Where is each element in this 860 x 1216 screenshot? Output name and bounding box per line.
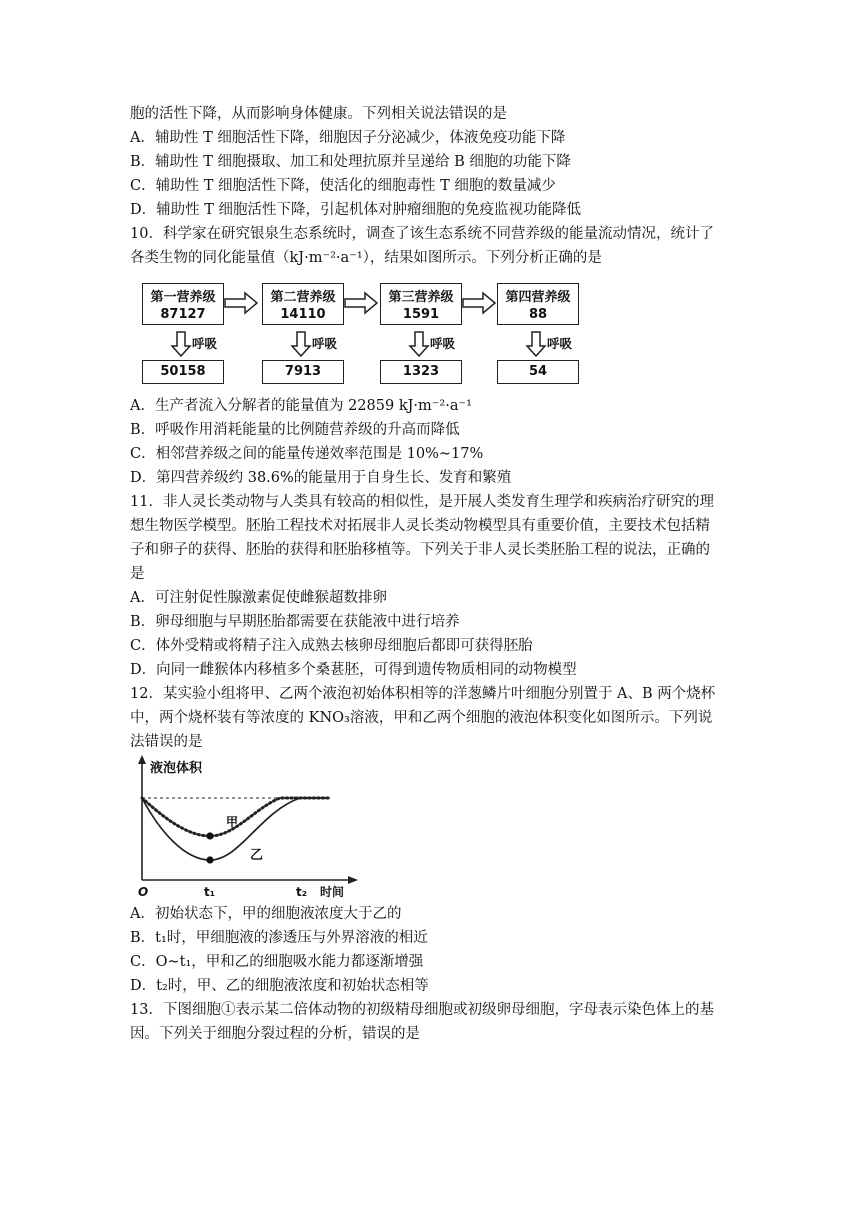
- resp-box-2: 7913: [262, 360, 344, 384]
- arrow-down-2: [292, 332, 310, 356]
- question-10-stem: 10．科学家在研究银泉生态系统时，调查了该生态系统不同营养级的能量流动情况，统计了: [130, 226, 714, 242]
- question-10-stem-2: 各类生物的同化能量值（kJ·m⁻²·a⁻¹），结果如图所示。下列分析正确的是: [130, 250, 602, 266]
- resp-label-1: 呼吸: [192, 336, 218, 351]
- option-d: D．辅助性 T 细胞活性下降，引起机体对肿瘤细胞的免疫监视功能降低: [130, 202, 582, 218]
- resp-label-3: 呼吸: [430, 336, 456, 351]
- arrow-down-1: [172, 332, 190, 356]
- arrow-down-3: [410, 332, 428, 356]
- q11-option-b: B．卵母细胞与早期胚胎都需要在获能液中进行培养: [130, 614, 460, 630]
- q12-stem-2: 中，两个烧杯装有等浓度的 KNO₃溶液，甲和乙两个细胞的液泡体积变化如图所示。下列说: [130, 710, 713, 726]
- q11-stem-1: 11．非人灵长类动物与人类具有较高的相似性，是开展人类发育生理学和疾病治疗研究的理: [130, 494, 714, 510]
- option-b: B．辅助性 T 细胞摄取、加工和处理抗原并呈递给 B 细胞的功能下降: [130, 154, 571, 170]
- vacuole-volume-graph: [130, 752, 370, 900]
- trophic-box-4: 第四营养级 88: [497, 283, 579, 325]
- q11-option-c: C．体外受精或将精子注入成熟去核卵母细胞后都即可获得胚胎: [130, 638, 533, 654]
- q11-stem-4: 是: [130, 566, 145, 582]
- trophic-box-1: 第一营养级 87127: [142, 283, 224, 325]
- q10-option-c: C．相邻营养级之间的能量传递效率范围是 10%~17%: [130, 446, 484, 462]
- option-a: A．辅助性 T 细胞活性下降，细胞因子分泌减少，体液免疫功能下降: [130, 130, 566, 146]
- q11-option-d: D．向同一雌猴体内移植多个桑葚胚，可得到遗传物质相同的动物模型: [130, 662, 577, 678]
- arrow-right-2: [345, 293, 377, 313]
- label-yi: 乙: [250, 848, 264, 863]
- arrow-right-1: [225, 293, 257, 313]
- q11-option-a: A．可注射促性腺激素促使雌猴超数排卵: [130, 590, 387, 606]
- t2-label: t₂: [296, 885, 307, 899]
- resp-box-1: 50158: [142, 360, 224, 384]
- resp-label-4: 呼吸: [547, 336, 573, 351]
- x-axis-arrow: [348, 876, 358, 884]
- point-yi-t1: [206, 856, 213, 863]
- q13-stem-2: 因。下列关于细胞分裂过程的分析，错误的是: [130, 1026, 420, 1042]
- x-axis-label: 时间: [320, 885, 345, 899]
- q12-option-c: C．O~t₁，甲和乙的细胞吸水能力都逐渐增强: [130, 954, 424, 970]
- t1-label: t₁: [204, 885, 215, 899]
- resp-box-3: 1323: [380, 360, 462, 384]
- point-jia-t1: [206, 832, 213, 839]
- q11-stem-2: 想生物医学模型。胚胎工程技术对拓展非人灵长类动物模型具有重要价值，主要技术包括精: [130, 518, 710, 534]
- arrow-down-4: [527, 332, 545, 356]
- q12-stem-3: 法错误的是: [130, 734, 203, 750]
- q12-option-a: A．初始状态下，甲的细胞液浓度大于乙的: [130, 906, 402, 922]
- q12-stem-1: 12．某实验小组将甲、乙两个液泡初始体积相等的洋葱鳞片叶细胞分别置于 A、B 两个烧杯: [130, 686, 716, 702]
- trophic-box-3: 第三营养级 1591: [380, 283, 462, 325]
- q10-option-a: A．生产者流入分解者的能量值为 22859 kJ·m⁻²·a⁻¹: [130, 398, 472, 414]
- origin-label: O: [138, 885, 149, 899]
- q11-stem-3: 子和卵子的获得、胚胎的获得和胚胎移植等。下列关于非人灵长类胚胎工程的说法，正确的: [130, 542, 710, 558]
- q10-option-b: B．呼吸作用消耗能量的比例随营养级的升高而降低: [130, 422, 460, 438]
- label-jia: 甲: [226, 815, 239, 829]
- q10-option-d: D．第四营养级约 38.6%的能量用于自身生长、发育和繁殖: [130, 470, 512, 486]
- y-axis-label: 液泡体积: [150, 761, 203, 776]
- y-axis-arrow: [138, 755, 146, 764]
- text-line: 胞的活性下降，从而影响身体健康。下列相关说法错误的是: [130, 106, 507, 122]
- q12-option-b: B．t₁时，甲细胞液的渗透压与外界溶液的相近: [130, 930, 428, 946]
- resp-box-4: 54: [497, 360, 579, 384]
- q13-stem-1: 13．下图细胞①表示某二倍体动物的初级精母细胞或初级卵母细胞，字母表示染色体上的基: [130, 1002, 714, 1018]
- q12-option-d: D．t₂时，甲、乙的细胞液浓度和初始状态相等: [130, 978, 429, 994]
- resp-label-2: 呼吸: [312, 336, 338, 351]
- arrow-right-3: [463, 293, 495, 313]
- option-c: C．辅助性 T 细胞活性下降，使活化的细胞毒性 T 细胞的数量减少: [130, 178, 556, 194]
- trophic-box-2: 第二营养级 14110: [262, 283, 344, 325]
